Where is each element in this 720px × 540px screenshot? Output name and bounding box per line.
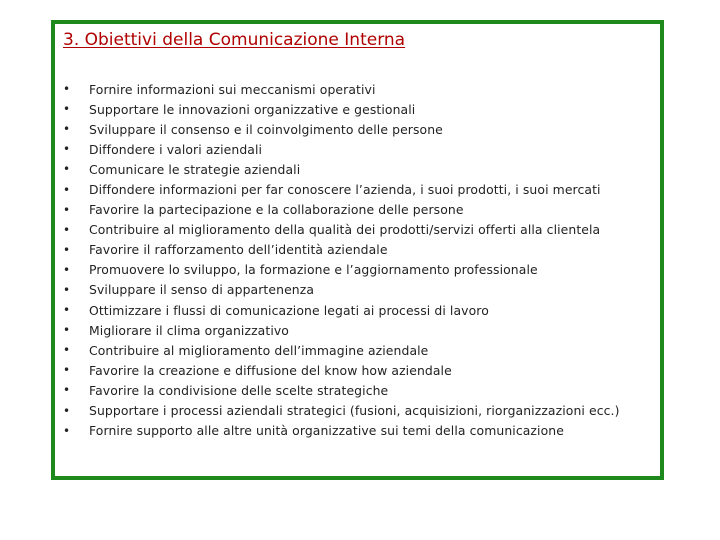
bullet-icon: •: [63, 262, 71, 277]
list-item: [63, 260, 620, 280]
slide-frame: [51, 20, 664, 480]
bullet-icon: •: [63, 423, 71, 438]
list-item: [63, 220, 620, 240]
list-item: [63, 401, 620, 421]
list-item-text: Favorire la condivisione delle scelte strategiche: [89, 382, 389, 398]
list-item: [63, 360, 620, 380]
list-item-text: Favorire il rafforzamento dell’identità aziendale: [89, 242, 388, 258]
bullet-icon: •: [63, 282, 71, 297]
list-item: [63, 159, 620, 179]
list-item-text: Fornire informazioni sui meccanismi operativi: [89, 81, 376, 97]
bullet-icon: •: [63, 202, 71, 217]
bullet-icon: •: [63, 383, 71, 398]
list-item: [63, 340, 620, 360]
list-item-text: Favorire la creazione e diffusione del know how aziendale: [89, 362, 452, 378]
list-item: [63, 421, 620, 441]
list-item: [63, 320, 620, 340]
list-item-text: Contribuire al miglioramento dell’immagine aziendale: [89, 342, 429, 358]
list-item-text: Sviluppare il senso di appartenenza: [89, 282, 315, 298]
list-item: [63, 179, 620, 199]
list-item-text: Contribuire al miglioramento della qualità dei prodotti/servizi offerti alla clientela: [89, 222, 601, 238]
list-item-text: Promuovere lo sviluppo, la formazione e l’aggiornamento professionale: [89, 262, 538, 278]
bullet-icon: •: [63, 363, 71, 378]
list-item: [63, 99, 620, 119]
list-item-text: Comunicare le strategie aziendali: [89, 161, 301, 177]
list-item-text: Sviluppare il consenso e il coinvolgimento delle persone: [89, 121, 443, 137]
list-item: [63, 139, 620, 159]
bullet-icon: •: [63, 122, 71, 137]
list-item-text: Fornire supporto alle altre unità organizzative sui temi della comunicazione: [89, 423, 564, 439]
list-item-text: Migliorare il clima organizzativo: [89, 322, 289, 338]
bullet-icon: •: [63, 102, 71, 117]
bullet-icon: •: [63, 162, 71, 177]
list-item: [63, 79, 620, 99]
list-item-text: Favorire la partecipazione e la collaborazione delle persone: [89, 202, 464, 218]
list-item: [63, 240, 620, 260]
bullet-icon: •: [63, 403, 71, 418]
bullet-icon: •: [63, 142, 71, 157]
list-item-text: Diffondere i valori aziendali: [89, 141, 263, 157]
bullet-icon: •: [63, 303, 71, 318]
bullet-icon: •: [63, 82, 71, 97]
list-item-text: Supportare i processi aziendali strategici (fusioni, acquisizioni, riorganizzazioni ecc.): [89, 403, 620, 419]
bullet-icon: •: [63, 323, 71, 338]
list-item-text: Supportare le innovazioni organizzative e gestionali: [89, 101, 416, 117]
list-item: [63, 200, 620, 220]
list-item: [63, 300, 620, 320]
bullet-icon: •: [63, 222, 71, 237]
list-item: [63, 380, 620, 400]
slide-title: 3. Obiettivi della Comunicazione Interna: [63, 30, 406, 50]
list-item-text: Diffondere informazioni per far conoscere l’azienda, i suoi prodotti, i suoi mercati: [89, 182, 601, 198]
bullet-icon: •: [63, 242, 71, 257]
list-item-text: Ottimizzare i flussi di comunicazione legati ai processi di lavoro: [89, 302, 489, 318]
bullet-icon: •: [63, 182, 71, 197]
objectives-list: [63, 79, 620, 441]
list-item: [63, 119, 620, 139]
bullet-icon: •: [63, 343, 71, 358]
list-item: [63, 280, 620, 300]
